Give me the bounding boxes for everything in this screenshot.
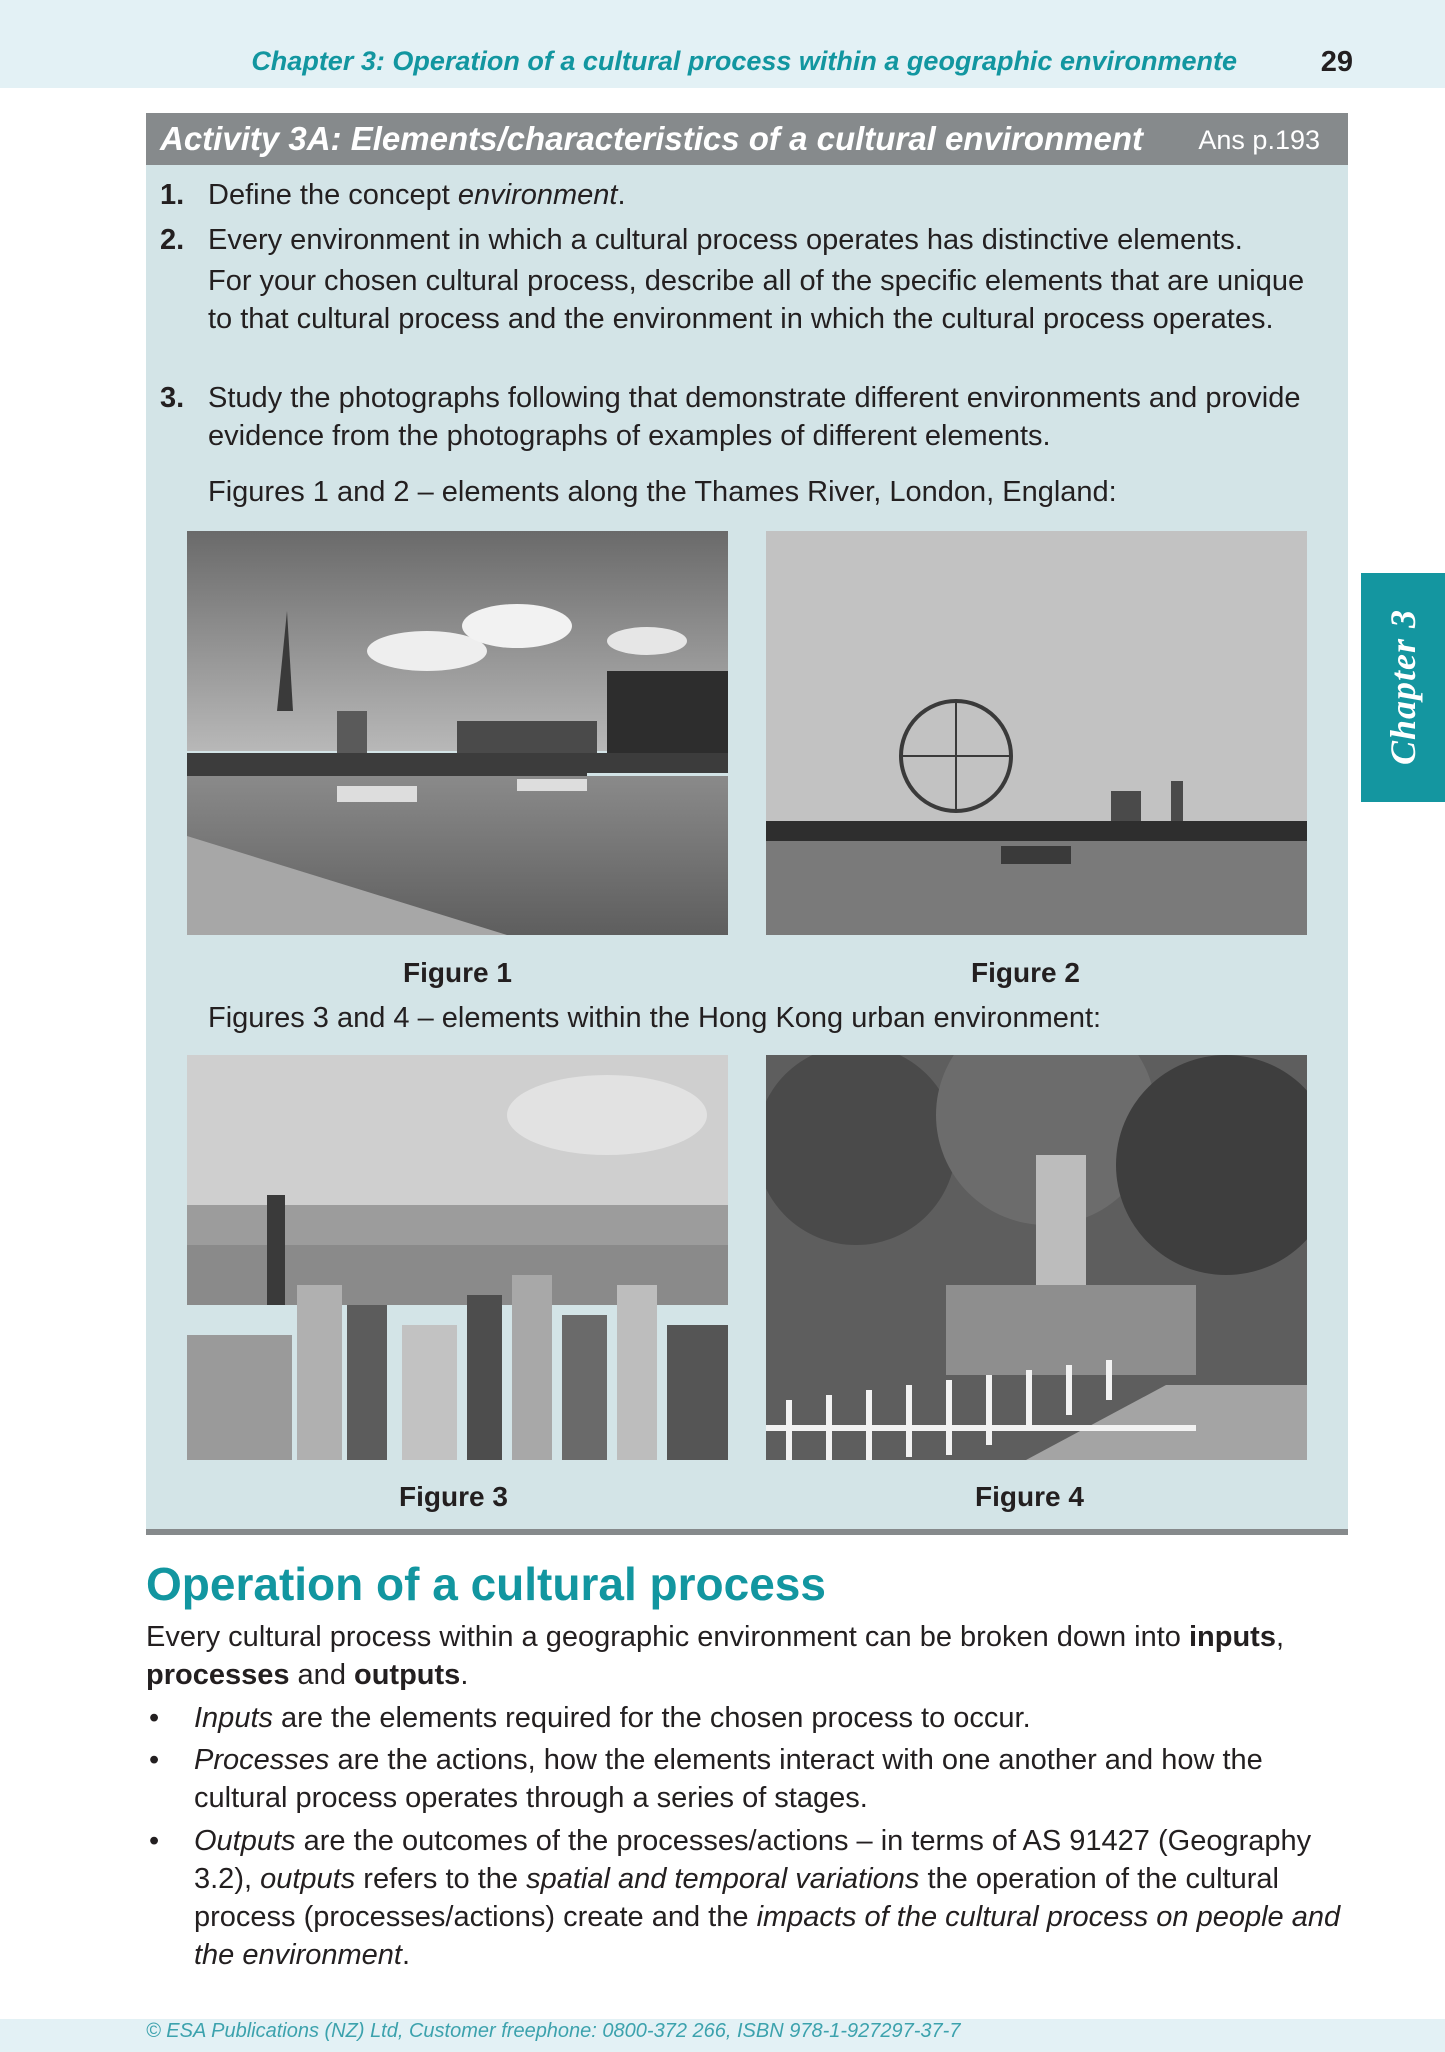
bullet-marker: • [149, 1744, 160, 1776]
running-head: Chapter 3: Operation of a cultural process within a geographic environmente [251, 46, 1237, 76]
activity-title: Activity 3A: Elements/characteristics of a cultural environment [160, 120, 1143, 157]
bullet-inputs: Inputs are the elements required for the chosen process to occur. [194, 1702, 1031, 1734]
question-number: 3. [160, 382, 185, 414]
question-text: Study the photographs following that demonstrate different environments and provide evidence from the photographs of examples of different elements. [208, 382, 1301, 452]
figure-4-photo [766, 1055, 1307, 1460]
figure-2-caption: Figure 2 [971, 957, 1080, 988]
chapter-tab[interactable] [1361, 573, 1445, 802]
question-text: Define the concept environment. [208, 179, 626, 211]
figure-3-photo [187, 1055, 728, 1460]
section-heading: Operation of a cultural process [146, 1558, 826, 1610]
question-number: 2. [160, 224, 185, 256]
question-2 [160, 221, 1330, 373]
section-intro: Every cultural process within a geographic environment can be broken down into inputs, processes and outputs. [146, 1621, 1285, 1691]
question-number: 1. [160, 179, 185, 211]
answer-reference: Ans p.193 [1198, 125, 1320, 155]
activity-bottom-rule [146, 1529, 1348, 1535]
figure-1-caption: Figure 1 [403, 957, 512, 988]
bullet-marker: • [149, 1825, 160, 1857]
figures-3-4-intro: Figures 3 and 4 – elements within the Hong Kong urban environment: [208, 1002, 1102, 1034]
question-1 [160, 176, 1330, 214]
figure-3-caption: Figure 3 [399, 1481, 508, 1512]
activity-header [146, 113, 1348, 165]
figure-4-caption: Figure 4 [975, 1481, 1084, 1512]
figure-1-photo [187, 531, 728, 935]
question-paragraph: For your chosen cultural process, describe all of the specific elements that are unique to that cultural process and the environment in which the cultural process operates. [208, 265, 1305, 335]
figure-2-photo [766, 531, 1307, 935]
bullet-processes: Processes are the actions, how the elements interact with one another and how the cultural process operates through a series of stages. [194, 1744, 1263, 1814]
chapter-tab-label: Chapter 3 [1383, 608, 1423, 766]
question-3 [160, 379, 1330, 455]
figures-1-2-intro: Figures 1 and 2 – elements along the Thames River, London, England: [208, 476, 1117, 508]
question-text: Every environment in which a cultural process operates has distinctive elements. [208, 224, 1243, 256]
footer-copyright: © ESA Publications (NZ) Ltd, Customer freephone: 0800-372 266, ISBN 978-1-927297-37-7 [146, 2020, 961, 2042]
page-number: 29 [1320, 46, 1353, 78]
bullet-marker: • [149, 1702, 160, 1734]
bullet-outputs: Outputs are the outcomes of the processes/actions – in terms of AS 91427 (Geography 3.2), outputs refers to the spatial and temporal variations the operation of the cultural process (processes/actions) create and the impacts of the cultural process on people and the environment. [194, 1825, 1341, 1971]
